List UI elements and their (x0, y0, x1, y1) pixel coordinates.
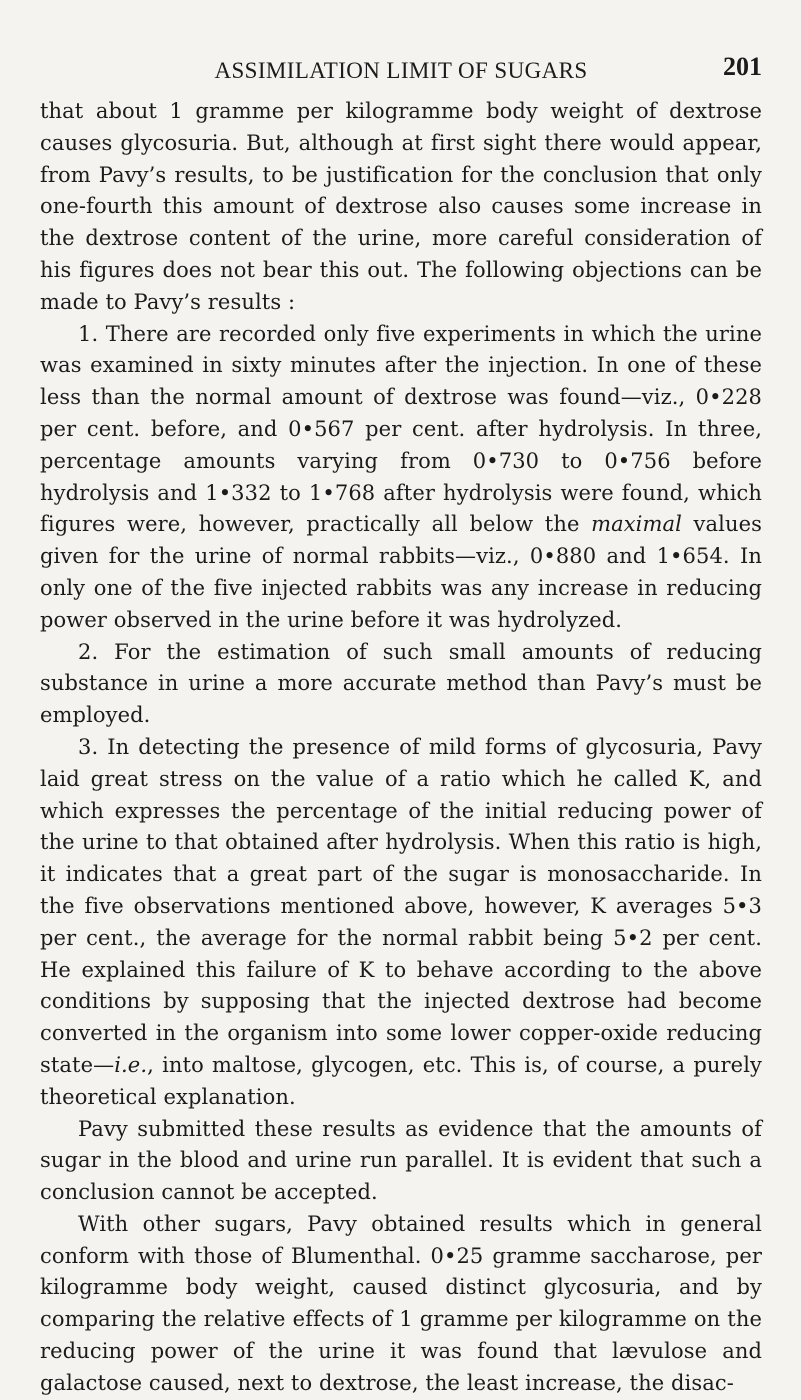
paragraph-4 (40, 732, 762, 1114)
running-header (40, 52, 762, 92)
text-run: , into maltose, glycogen, etc. This is, of course, a purely theoretical explanation. (40, 1052, 762, 1109)
text-run: 3. In detecting the presence of mild forms of glycosuria, Pavy laid great stress on the value of a ratio which he called K, and which expresses the percentage of the initial reducing power of the urine to that obtained after hydrolysis. When this ratio is high, it indicates that a great part of the sugar is monosaccharide. In the five observations mentioned above, however, K averages 5•3 per cent., the average for the normal rabbit being 5•2 per cent. He explained this failure of K to behave according to the above conditions by supposing that the injected dextrose had become converted in the organism into some lower copper-oxide reducing state— (40, 734, 762, 1077)
paragraph-3 (40, 637, 762, 732)
text-run: Pavy submitted these results as evidence that the amounts of sugar in the blood and urine run parallel. It is evident that such a conclusion cannot be accepted. (40, 1116, 762, 1205)
page-number: 201 (723, 52, 762, 81)
paragraph-5 (40, 1114, 762, 1209)
paragraph-2 (40, 319, 762, 637)
text-run: 2. For the estimation of such small amounts of reducing substance in urine a more accurate method than Pavy’s must be employed. (40, 639, 762, 728)
paragraph-1 (40, 96, 762, 319)
body-text (40, 96, 762, 1400)
text-run: 1. There are recorded only five experiments in which the urine was examined in sixty minutes after the injection. In one of these less than the normal amount of dextrose was found—viz., 0•228 per cent. before, and 0•567 per cent. after hydrolysis. In three, percentage amounts varying from 0•730 to 0•756 before hydrolysis and 1•332 to 1•768 after hydrolysis were found, which figures were, however, practically all below the (40, 321, 762, 537)
running-header-title: ASSIMILATION LIMIT OF SUGARS (214, 58, 588, 83)
text-run: values given for the urine of normal rabbits—viz., 0•880 and 1•654. In only one of the five injected rabbits was any increase in reducing power observed in the urine before it was hydrolyzed. (40, 512, 762, 632)
text-run: With other sugars, Pavy obtained results which in general conform with those of Blumenthal. 0•25 gramme saccharose, per kilogramme body weight, caused distinct glycosuria, and by comparing the relative effects of 1 gramme per kilogramme on the reducing power of the urine it was found that lævulose and galactose caused, next to dextrose, the least increase, the disac- (40, 1211, 762, 1395)
text-run: that about 1 gramme per kilogramme body weight of dextrose causes glycosuria. But, although at first sight there would appear, from Pavy’s results, to be justification for the conclusion that only one-fourth this amount of dextrose also causes some increase in the dextrose content of the urine, more careful consideration of his figures does not bear this out. The following objections can be made to Pavy’s results : (40, 99, 762, 314)
italic-text: i.e. (114, 1052, 148, 1077)
paragraph-6 (40, 1209, 762, 1400)
italic-text: maximal (591, 512, 682, 537)
